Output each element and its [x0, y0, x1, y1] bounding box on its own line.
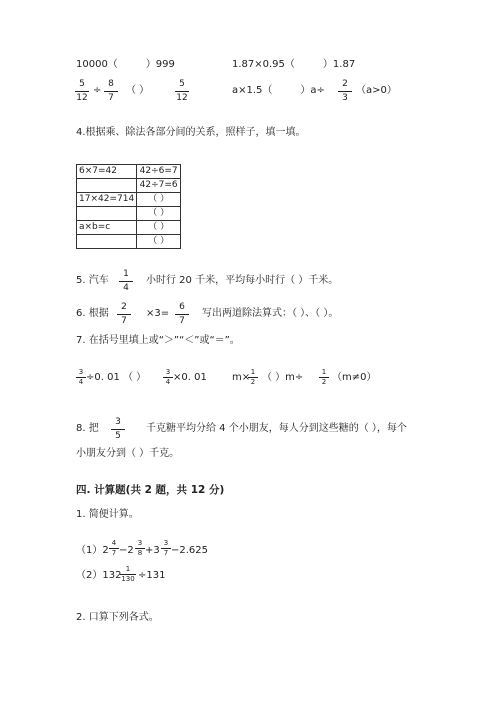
fraction-2-3: 2 3 [338, 80, 352, 103]
table-row [77, 165, 181, 179]
compare-1b-right: ）1.87 [322, 59, 356, 70]
expr-2-fraction-1-130: 1 130 [121, 565, 135, 583]
compare-7a: ÷0. 01 （ ） [86, 372, 147, 383]
compare-1b-left: 1.87×0.95（ [232, 59, 295, 70]
fraction-5-12-b: 5 12 [176, 79, 188, 103]
table-cell-right: 42÷7=6 [137, 179, 181, 193]
expr-1-label: （1）2 [76, 545, 109, 556]
compare-1a [76, 60, 175, 70]
calc-1-prompt: 1. 简便计算。 [76, 509, 139, 520]
expr-1-tail: −2.625 [171, 545, 209, 556]
compare-1b [232, 60, 355, 70]
expr-2-tail: ÷131 [138, 570, 166, 581]
question-4-prompt: 4.根据乘、除法各部分间的关系，照样子，填一填。 [76, 127, 306, 138]
compare-1a-left: 10000（ [76, 59, 118, 70]
table-cell-left: 6×7=42 [77, 165, 137, 179]
question-8-post: 千克糖平均分给 4 个小朋友，每人分到这些糖的（ ），每个 [146, 423, 407, 434]
table-row [77, 221, 181, 235]
relation-table [76, 164, 181, 249]
question-6-pre: 6. 根据 [76, 308, 109, 319]
table-cell-right: 42÷6=7 [137, 165, 181, 179]
table-cell-right[interactable]: （ ） [137, 235, 181, 249]
table-cell-left: a×b=c [77, 221, 137, 235]
section-4-title: 四. 计算题(共 2 题，共 12 分) [76, 484, 225, 496]
compare-1a-right: ）999 [145, 59, 175, 70]
condition-a-positive: （a>0） [356, 85, 397, 96]
table-row [77, 235, 181, 249]
fraction-2-7: 2 7 [117, 303, 131, 326]
table-cell-left: 17×42=714 [77, 193, 137, 207]
fraction-3-5: 3 5 [111, 418, 125, 441]
expr-1-fraction-3-7: 3 7 [161, 540, 171, 557]
fraction-8-7: 8 7 [104, 80, 118, 103]
table-cell-right[interactable]: （ ） [137, 221, 181, 235]
question-6-post: 写出两道除法算式：（ ）、（ ）。 [202, 308, 339, 319]
table-cell-left [77, 235, 137, 249]
expr-1-fraction-4-7: 4 7 [109, 540, 119, 557]
fraction-6-7: 6 7 [175, 303, 189, 326]
fraction-5-12-a: 5 12 [76, 79, 88, 103]
fraction-3-4-a: 3 4 [76, 369, 86, 386]
table-cell-right[interactable]: （ ） [137, 207, 181, 221]
table-row [77, 179, 181, 193]
table-cell-left [77, 179, 137, 193]
compare-2b: a×1.5（ ）a÷ [232, 85, 325, 96]
compare-7b: ×0. 01 [173, 372, 207, 383]
question-8-line2: 小朋友分到（ ）千克。 [76, 448, 180, 459]
expr-1-fraction-3-8: 3 8 [135, 540, 145, 557]
fraction-1-2-a: 1 2 [248, 369, 258, 386]
calc-2-prompt: 2. 口算下列各式。 [76, 612, 159, 623]
expr-1-minus-2: −2 [119, 545, 134, 556]
table-cell-left [77, 207, 137, 221]
fraction-1-2-b: 1 2 [319, 369, 329, 386]
fraction-1-4: 1 4 [119, 270, 133, 293]
condition-m-nonzero: （m≠0） [332, 372, 377, 383]
answer-paren-2a[interactable]: （ ） [126, 85, 150, 96]
question-8-pre: 8. 把 [76, 423, 99, 434]
table-row [77, 193, 181, 207]
expr-1-plus-3: +3 [145, 545, 160, 556]
question-5-post: 小时行 20 千米，平均每小时行（ ）千米。 [146, 275, 339, 286]
table-cell-right[interactable]: （ ） [137, 193, 181, 207]
compare-7c-mid: （ ）m÷ [262, 372, 304, 383]
divide-sign: ÷ [93, 85, 102, 96]
fraction-3-4-b: 3 4 [163, 369, 173, 386]
question-6-mid: ×3= [146, 308, 170, 319]
question-5-pre: 5. 汽车 [76, 275, 109, 286]
expr-2-label: （2）132 [76, 570, 122, 581]
question-7-prompt: 7. 在括号里填上或“＞”“＜”或“＝”。 [76, 335, 240, 346]
compare-7c-pre: m× [232, 372, 251, 383]
table-row [77, 207, 181, 221]
